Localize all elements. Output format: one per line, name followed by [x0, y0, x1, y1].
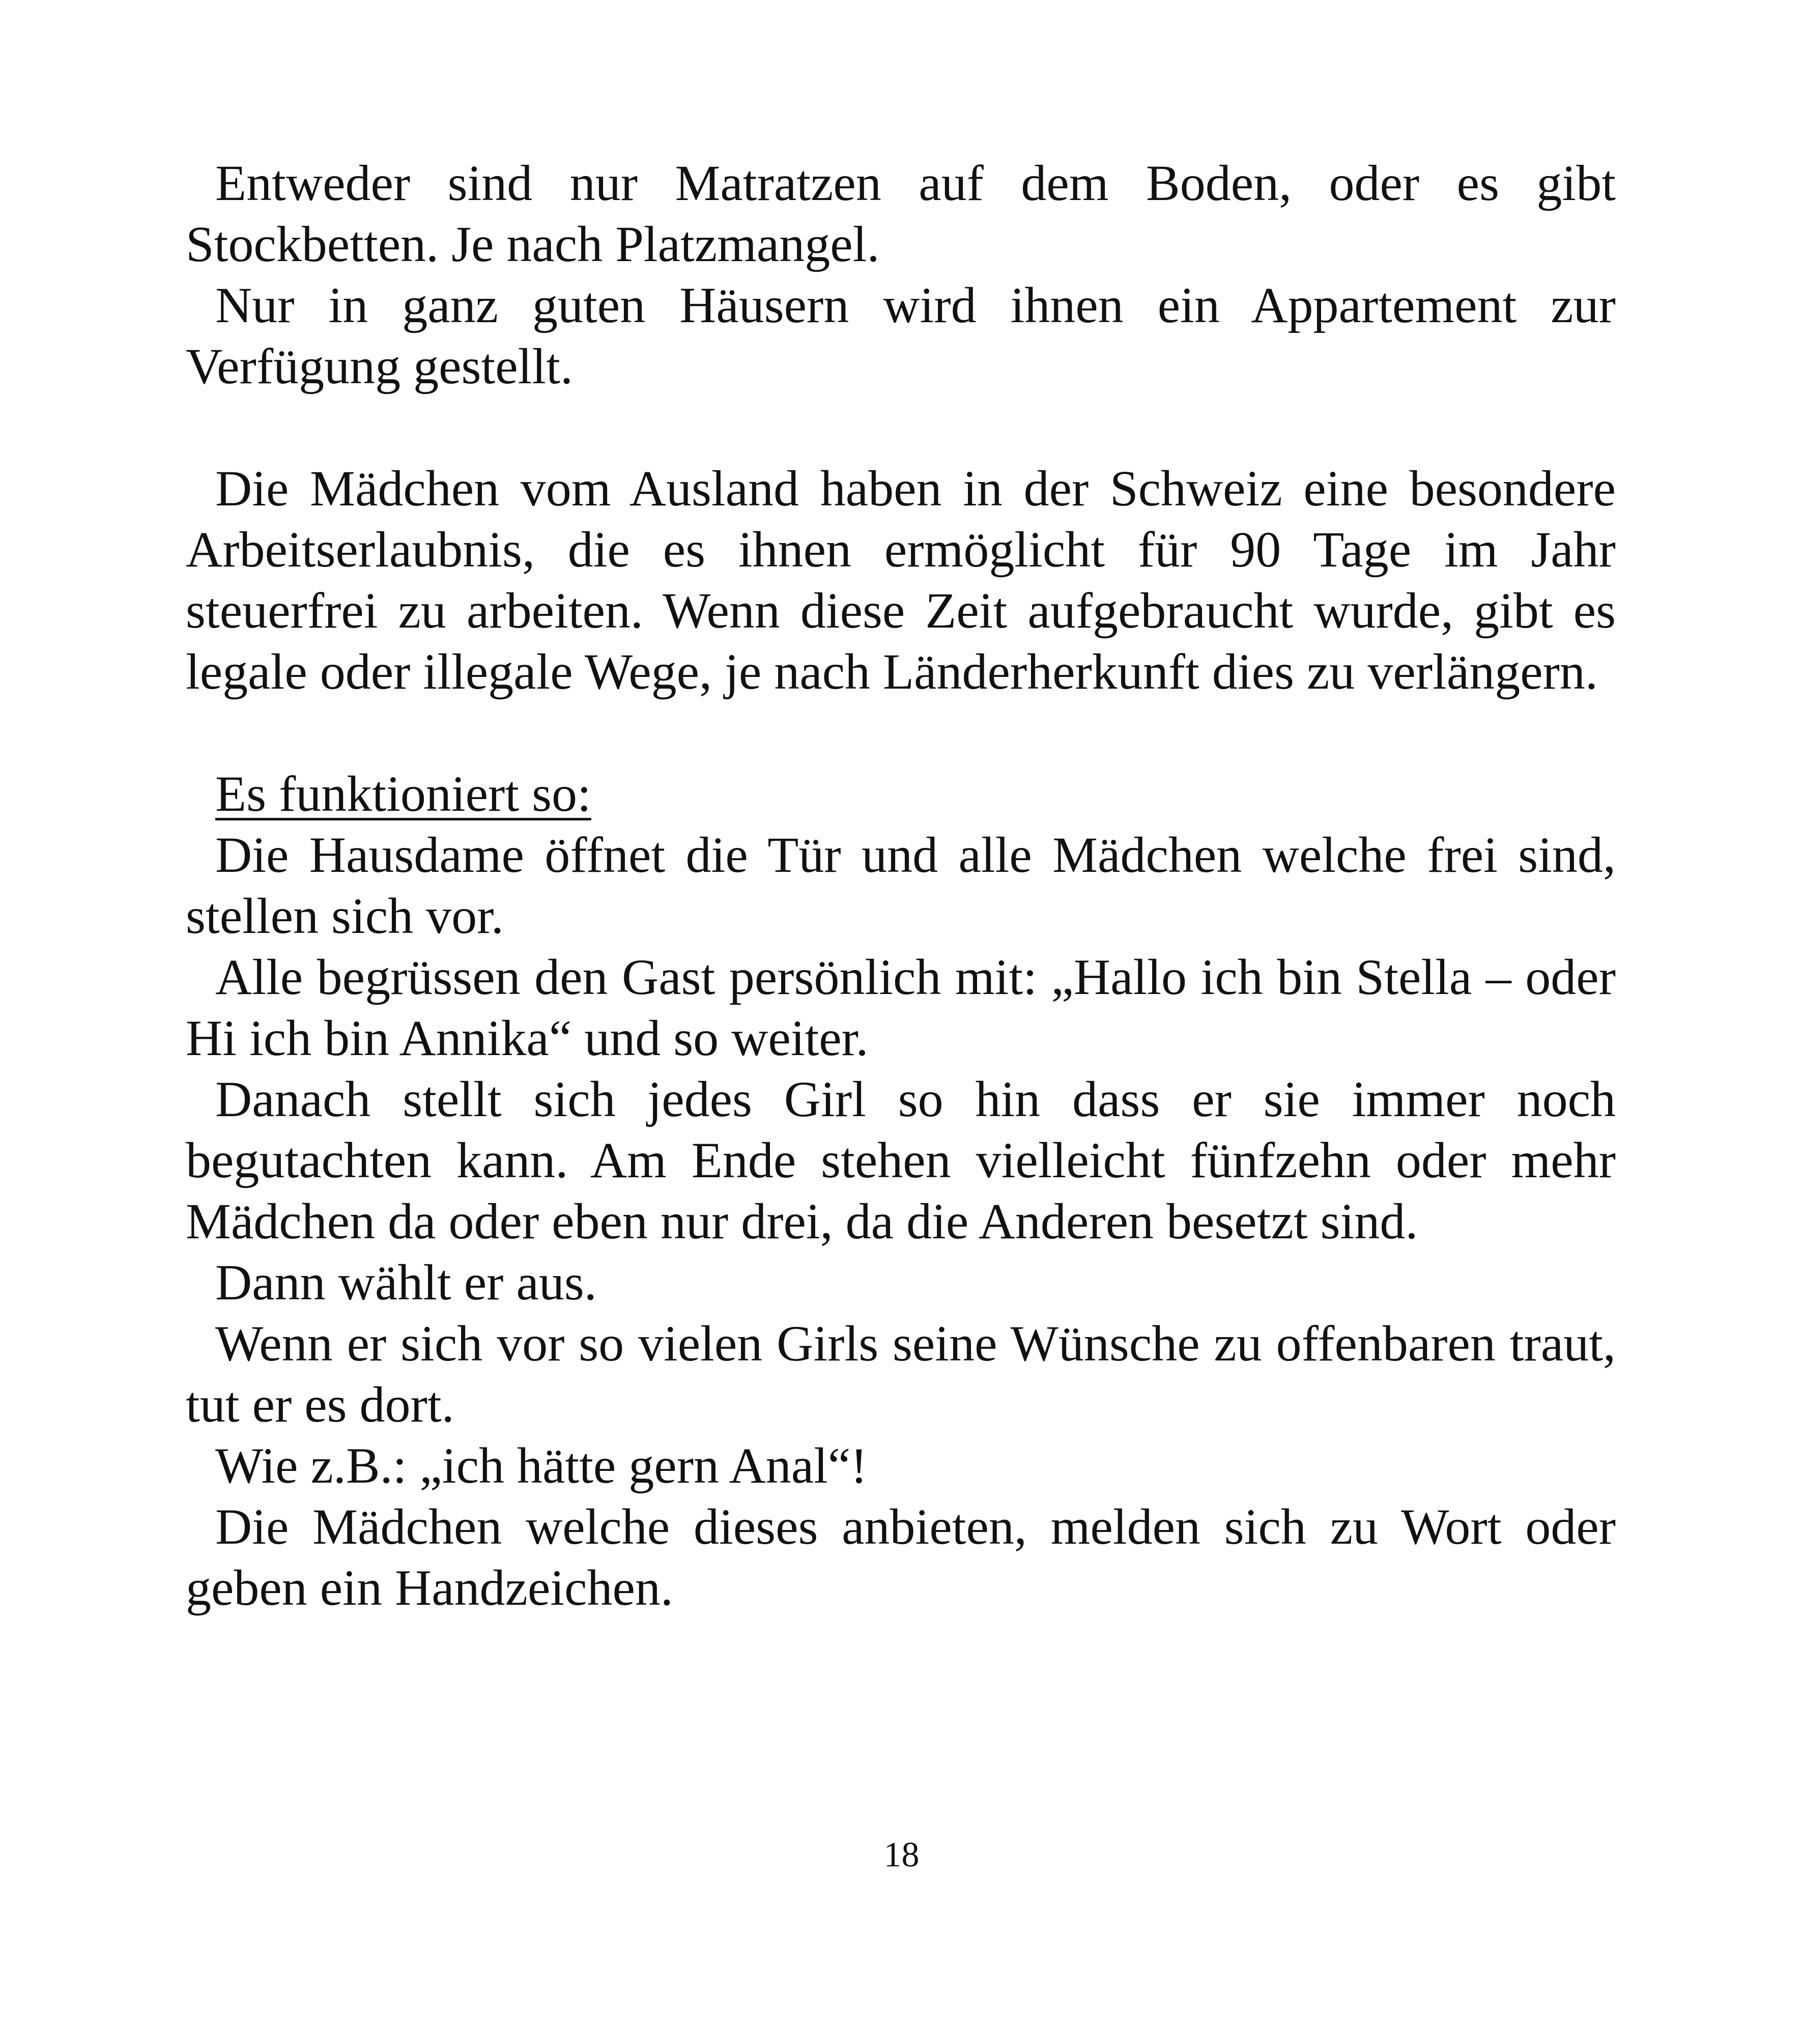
paragraph-example: Wie z.B.: „ich hätte gern Anal“! — [215, 1437, 868, 1494]
paragraph-spacer — [186, 702, 1616, 763]
paragraph-greeting: Alle begrüssen den Gast persönlich mit: „Hallo ich bin Stella – oder Hi ich bin Annika“ und so weiter. — [186, 949, 1616, 1066]
paragraph-lineup: Danach stellt sich jedes Girl so hin dass er sie immer noch begutachten kann. Am Ende stehen vielleicht fünfzehn oder mehr Mädchen da oder eben nur drei, da die Anderen besetzt sind. — [186, 1071, 1616, 1250]
page-number: 18 — [883, 1835, 920, 1875]
paragraph-wishes: Wenn er sich vor so vielen Girls seine Wünsche zu offenbaren traut, tut er es dort. — [186, 1315, 1616, 1433]
paragraph-handsign: Die Mädchen welche dieses anbieten, melden sich zu Wort oder geben ein Handzeichen. — [186, 1498, 1616, 1616]
paragraph-door: Die Hausdame öffnet die Tür und alle Mädchen welche frei sind, stellen sich vor. — [186, 827, 1616, 944]
section-subheading: Es funktioniert so: — [215, 765, 591, 822]
paragraph-apartment: Nur in ganz guten Häusern wird ihnen ein Appartement zur Verfügung gestellt. — [186, 277, 1616, 394]
paragraph-work-permit: Die Mädchen vom Ausland haben in der Schweiz eine besondere Arbeitserlaubnis, die es ihnen ermöglicht für 90 Tage im Jahr steuerfrei zu arbeiten. Wenn diese Zeit aufgebraucht wurde, gibt es legale oder illegale Wege, je nach Länderherkunft dies zu verlängern. — [186, 460, 1616, 700]
paragraph-mattresses: Entweder sind nur Matratzen auf dem Boden, oder es gibt Stockbetten. Je nach Platzmangel. — [186, 155, 1616, 272]
paragraph-spacer — [186, 397, 1616, 458]
paragraph-choice: Dann wählt er aus. — [215, 1254, 597, 1311]
body-text — [186, 153, 1616, 1619]
